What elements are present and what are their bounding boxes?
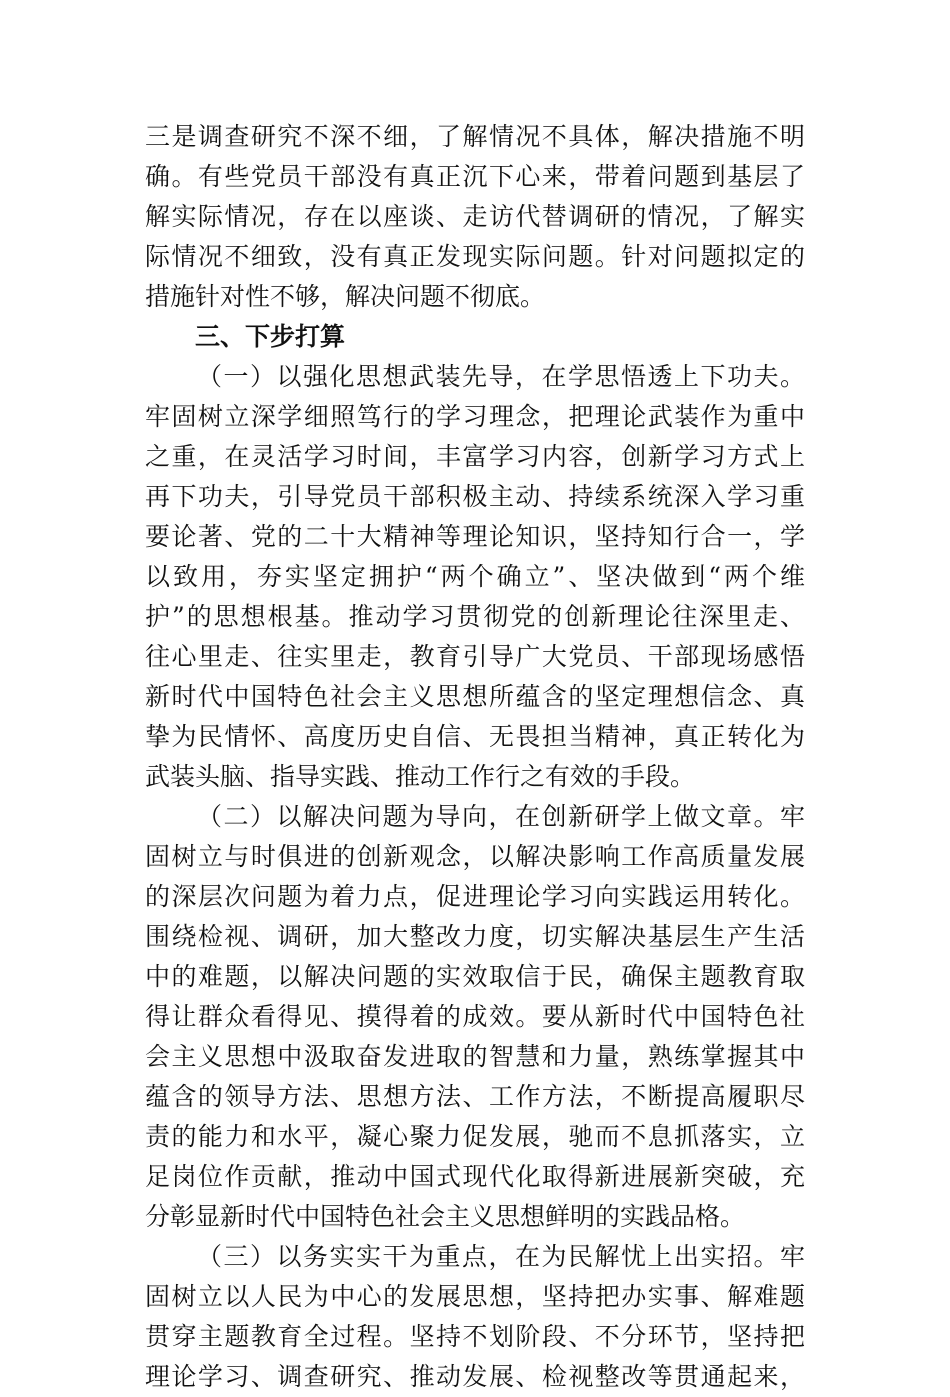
- text-line: 固树立以人民为中心的发展思想，坚持把办实事、解难题: [145, 1282, 805, 1311]
- text-line: 得让群众看得见、摸得着的成效。要从新时代中国特色社: [145, 1002, 805, 1031]
- text-line: 围绕检视、调研，加大整改力度，切实解决基层生产生活: [145, 922, 805, 951]
- text-line: 措施针对性不够，解决问题不彻底。: [145, 282, 546, 311]
- text-line: 护”的思想根基。推动学习贯彻党的创新理论往深里走、: [145, 602, 805, 631]
- text-line: 分彰显新时代中国特色社会主义思想鲜明的实践品格。: [145, 1202, 746, 1231]
- text-line: 蕴含的领导方法、思想方法、工作方法，不断提高履职尽: [145, 1082, 805, 1111]
- text-line: 的深层次问题为着力点，促进理论学习向实践运用转化。: [145, 882, 805, 911]
- text-line: 贯穿主题教育全过程。坚持不划阶段、不分环节，坚持把: [145, 1322, 805, 1351]
- text-line: 要论著、党的二十大精神等理论知识，坚持知行合一，学: [145, 522, 805, 551]
- text-line: 之重，在灵活学习时间，丰富学习内容，创新学习方式上: [145, 442, 805, 471]
- paragraph-1: [145, 357, 805, 797]
- text-line: 再下功夫，引导党员干部积极主动、持续系统深入学习重: [145, 482, 805, 511]
- text-line: 牢固树立深学细照笃行的学习理念，把理论武装作为重中: [145, 402, 805, 431]
- paragraph-3: [145, 1237, 805, 1397]
- text-line: 责的能力和水平，凝心聚力促发展，驰而不息抓落实，立: [145, 1122, 805, 1151]
- paragraph-2: [145, 797, 805, 1237]
- section-heading: 三、下步打算: [195, 322, 346, 351]
- text-line: 理论学习、调查研究、推动发展、检视整改等贯通起来，: [145, 1362, 805, 1391]
- text-line: 以致用，夯实坚定拥护“两个确立”、坚决做到“两个维: [145, 562, 805, 591]
- text-line: 三是调查研究不深不细，了解情况不具体，解决措施不明: [145, 122, 805, 151]
- paragraph-intro: [145, 117, 805, 317]
- text-line: 际情况不细致，没有真正发现实际问题。针对问题拟定的: [145, 242, 805, 271]
- text-line: 会主义思想中汲取奋发进取的智慧和力量，熟练掌握其中: [145, 1042, 805, 1071]
- text-line: （一）以强化思想武装先导，在学思悟透上下功夫。: [197, 362, 805, 391]
- text-line: 解实际情况，存在以座谈、走访代替调研的情况，了解实: [145, 202, 805, 231]
- text-line: 新时代中国特色社会主义思想所蕴含的坚定理想信念、真: [145, 682, 805, 711]
- text-line: 足岗位作贡献，推动中国式现代化取得新进展新突破，充: [145, 1162, 805, 1191]
- text-line: （三）以务实实干为重点，在为民解忧上出实招。牢: [197, 1242, 805, 1271]
- text-line: 挚为民情怀、高度历史自信、无畏担当精神，真正转化为: [145, 722, 805, 751]
- text-line: 确。有些党员干部没有真正沉下心来，带着问题到基层了: [145, 162, 805, 191]
- text-line: （二）以解决问题为导向，在创新研学上做文章。牢: [197, 802, 805, 831]
- text-line: 中的难题，以解决问题的实效取信于民，确保主题教育取: [145, 962, 805, 991]
- document-page: [145, 117, 805, 1397]
- text-line: 固树立与时俱进的创新观念，以解决影响工作高质量发展: [145, 842, 805, 871]
- text-line: 往心里走、往实里走，教育引导广大党员、干部现场感悟: [145, 642, 805, 671]
- text-line: 武装头脑、指导实践、推动工作行之有效的手段。: [145, 762, 696, 791]
